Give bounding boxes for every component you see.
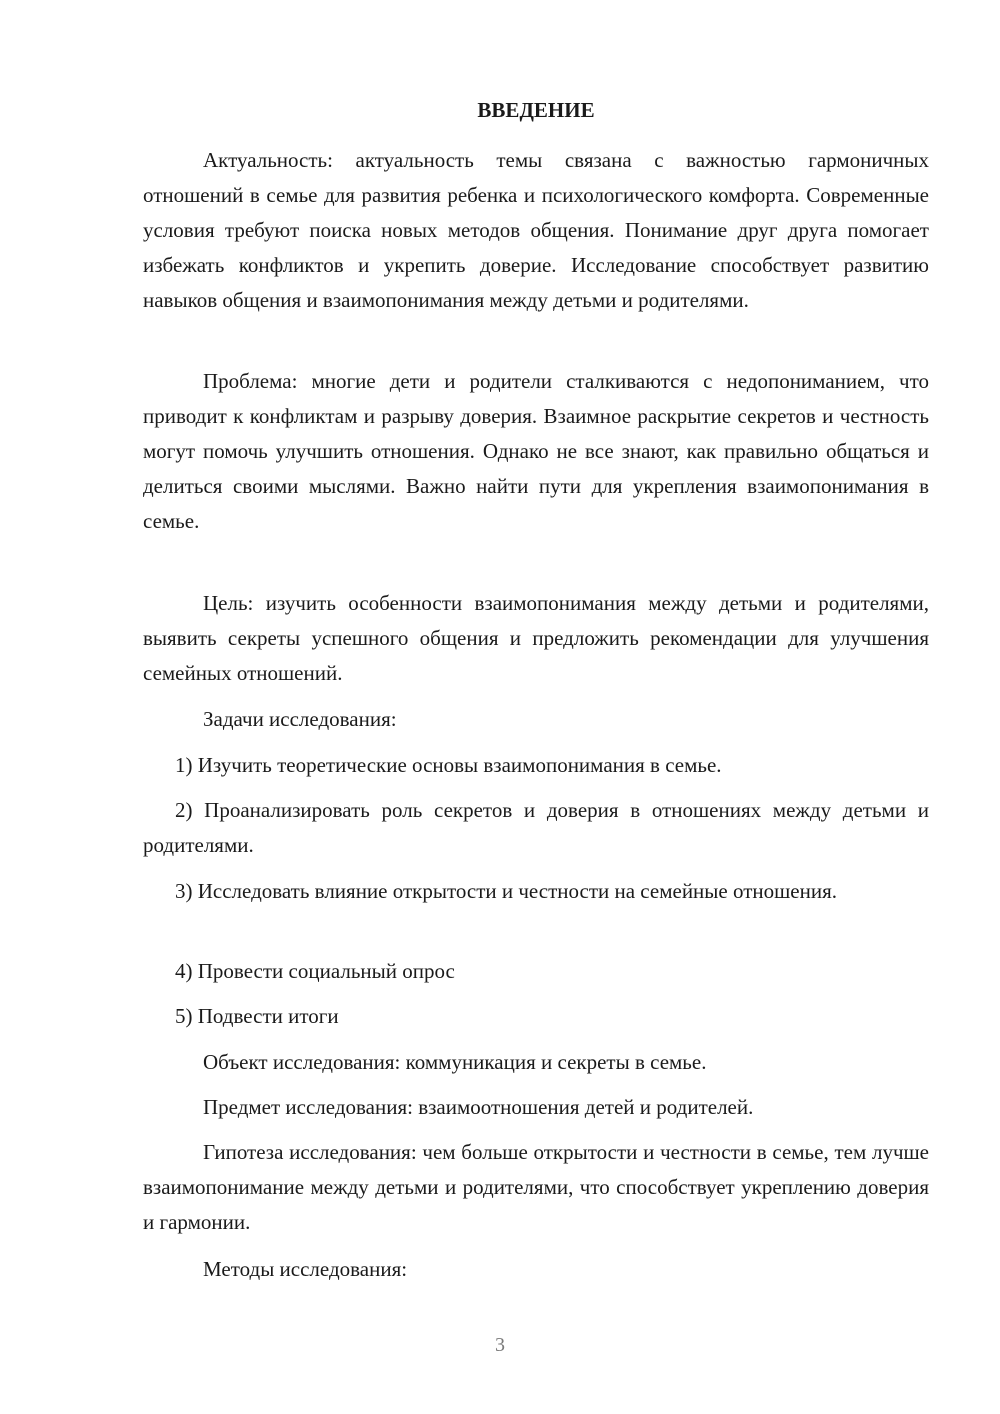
paragraph-methods: Методы исследования: bbox=[203, 1257, 408, 1281]
paragraph-object: Объект исследования: коммуникация и секреты в семье. bbox=[203, 1050, 707, 1074]
page-number: 3 bbox=[495, 1334, 505, 1356]
paragraph-relevance: Актуальность: актуальность темы связана с важностью гармоничных отношений в семье для развития ребенка и психологического комфорта. Современные условия требуют поиска новых методов общения. Понимание друг друга помогает избежать конфликтов и укрепить доверие. Исследование способствует развитию навыков общения и взаимопонимания между детьми и родителями. bbox=[143, 148, 929, 312]
paragraph-goal: Цель: изучить особенности взаимопонимания между детьми и родителями, выявить секреты успешного общения и предложить рекомендации для улучшения семейных отношений. bbox=[143, 591, 929, 685]
paragraph-hypothesis: Гипотеза исследования: чем больше открытости и честности в семье, тем лучше взаимопонимание между детьми и родителями, что способствует укреплению доверия и гармонии. bbox=[143, 1140, 929, 1234]
paragraph-subject: Предмет исследования: взаимоотношения детей и родителей. bbox=[203, 1095, 754, 1119]
task-item-5: 5) Подвести итоги bbox=[175, 1004, 339, 1028]
page-title: ВВЕДЕНИЕ bbox=[477, 98, 595, 122]
task-item-1: 1) Изучить теоретические основы взаимопонимания в семье. bbox=[175, 753, 722, 777]
paragraph-tasks-heading: Задачи исследования: bbox=[203, 707, 397, 731]
task-item-2: 2) Проанализировать роль секретов и доверия в отношениях между детьми и родителями. bbox=[143, 798, 929, 857]
paragraph-problem: Проблема: многие дети и родители сталкиваются с недопониманием, что приводит к конфликтам и разрыву доверия. Взаимное раскрытие секретов и честность могут помочь улучшить отношения. Однако не все знают, как правильно общаться и делиться своими мыслями. Важно найти пути для укрепления взаимопонимания в семье. bbox=[143, 369, 929, 533]
task-item-3: 3) Исследовать влияние открытости и честности на семейные отношения. bbox=[175, 879, 837, 903]
task-item-4: 4) Провести социальный опрос bbox=[175, 959, 455, 983]
